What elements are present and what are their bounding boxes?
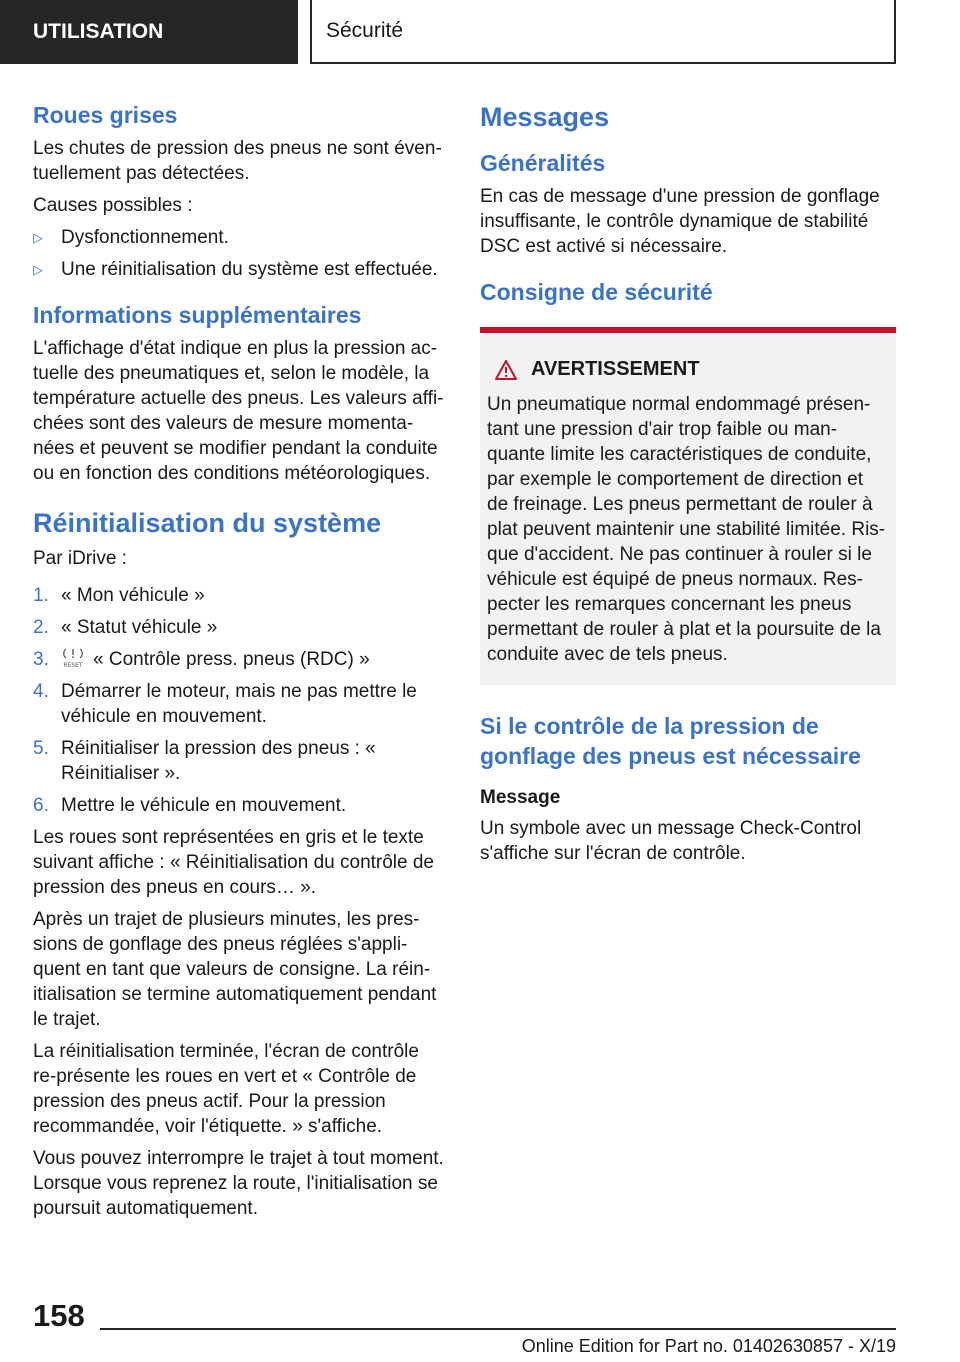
paragraph: Un symbole avec un message Check-Control s'affiche sur l'écran de contrôle. [480,818,862,864]
paragraph: L'affichage d'état indique en plus la pression ac-tuelle des pneumatiques et, selon le modèle, la température actuelle des pneus. Les valeurs affi-chées sont des valeurs de mesure momenta-nées et peuvent se modifier pendant la conduite ou en fonction des conditions météorologiques. [33,338,444,484]
heading-roues-grises: Roues grises [33,102,178,128]
heading-generalites: Généralités [480,150,606,176]
paragraph: Par iDrive : [33,548,127,569]
triangle-bullet-icon: ▷ [33,230,43,245]
step-item: 6. Mettre le véhicule en mouvement. [33,795,347,816]
heading-consigne: Consigne de sécurité [480,279,713,305]
reset-icon-label: RESET [63,662,83,669]
paragraph: En cas de message d'une pression de gonflage insuffisante, le contrôle dynamique de stabilité DSC est activé si nécessaire. [480,186,880,257]
edition-text: Online Edition for Part no. 01402630857 - X/19 [521,1336,896,1356]
list-item: ▷ Dysfonctionnement. [33,227,229,248]
left-column [33,100,447,1228]
warning-box [480,327,896,685]
right-column [480,100,896,873]
page-number: 158 [33,1298,85,1333]
warning-triangle-icon [495,360,517,380]
warning-text: Un pneumatique normal endommagé présen-tant une pression d'air trop faible ou man-quante limite les caractéristiques de conduite, par exemple le comportement de direction et de freinage. Les pneus permettant de rouler à plat peuvent maintenir une stabilité limitée. Ris-que d'accident. Ne pas continuer à rouler si le véhicule est équipé de pneus normaux. Res-pecter les remarques concernant les pneus permettant de rouler à plat et la poursuite de la conduite avec de tels pneus. [487,394,886,665]
heading-messages: Messages [480,102,610,132]
step-item: 1. « Mon véhicule » [33,585,205,606]
heading-informations: Informations supplémentaires [33,302,362,328]
paragraph: Les roues sont représentées en gris et le texte suivant affiche : « Réinitialisation du contrôle de pression des pneus en cours… ». [33,827,435,898]
heading-controle-pression: Si le contrôle de la pression de gonflage des pneus est nécessaire [480,713,861,769]
list-item: ▷ Une réinitialisation du système est effectuée. [33,259,438,280]
paragraph: Les chutes de pression des pneus ne sont éven-tuellement pas détectées. [33,138,442,184]
triangle-bullet-icon: ▷ [33,262,43,277]
step-item: 2. « Statut véhicule » [33,617,218,638]
step-item: 5. Réinitialiser la pression des pneus : « Réinitialiser ». [33,738,376,784]
page-header [0,0,960,66]
chapter-label: Sécurité [310,0,896,64]
warning-title: AVERTISSEMENT [487,357,888,382]
section-label: UTILISATION [0,0,298,64]
paragraph: Vous pouvez interrompre le trajet à tout moment. Lorsque vous reprenez la route, l'initialisation se poursuit automatiquement. [33,1148,444,1219]
step-item: 3. RESET « Contrôle press. pneus (RDC) » [33,649,370,670]
paragraph: Causes possibles : [33,195,193,216]
step-item: 4. Démarrer le moteur, mais ne pas mettre le véhicule en mouvement. [33,681,417,727]
footer-divider [100,1328,896,1330]
paragraph: Après un trajet de plusieurs minutes, les pres-sions de gonflage des pneus réglées s'appli-quent en tant que valeurs de consigne. La réin-itialisation se termine automatiquement pendant le trajet. [33,909,437,1030]
heading-reinitialisation: Réinitialisation du système [33,508,382,538]
tire-reset-icon [61,647,85,669]
paragraph: La réinitialisation terminée, l'écran de contrôle re-présente les roues en vert et « Contrôle de pression des pneus actif. Pour la pression recommandée, voir l'étiquette. » s'affiche. [33,1041,419,1137]
subheading-message: Message [480,787,561,808]
